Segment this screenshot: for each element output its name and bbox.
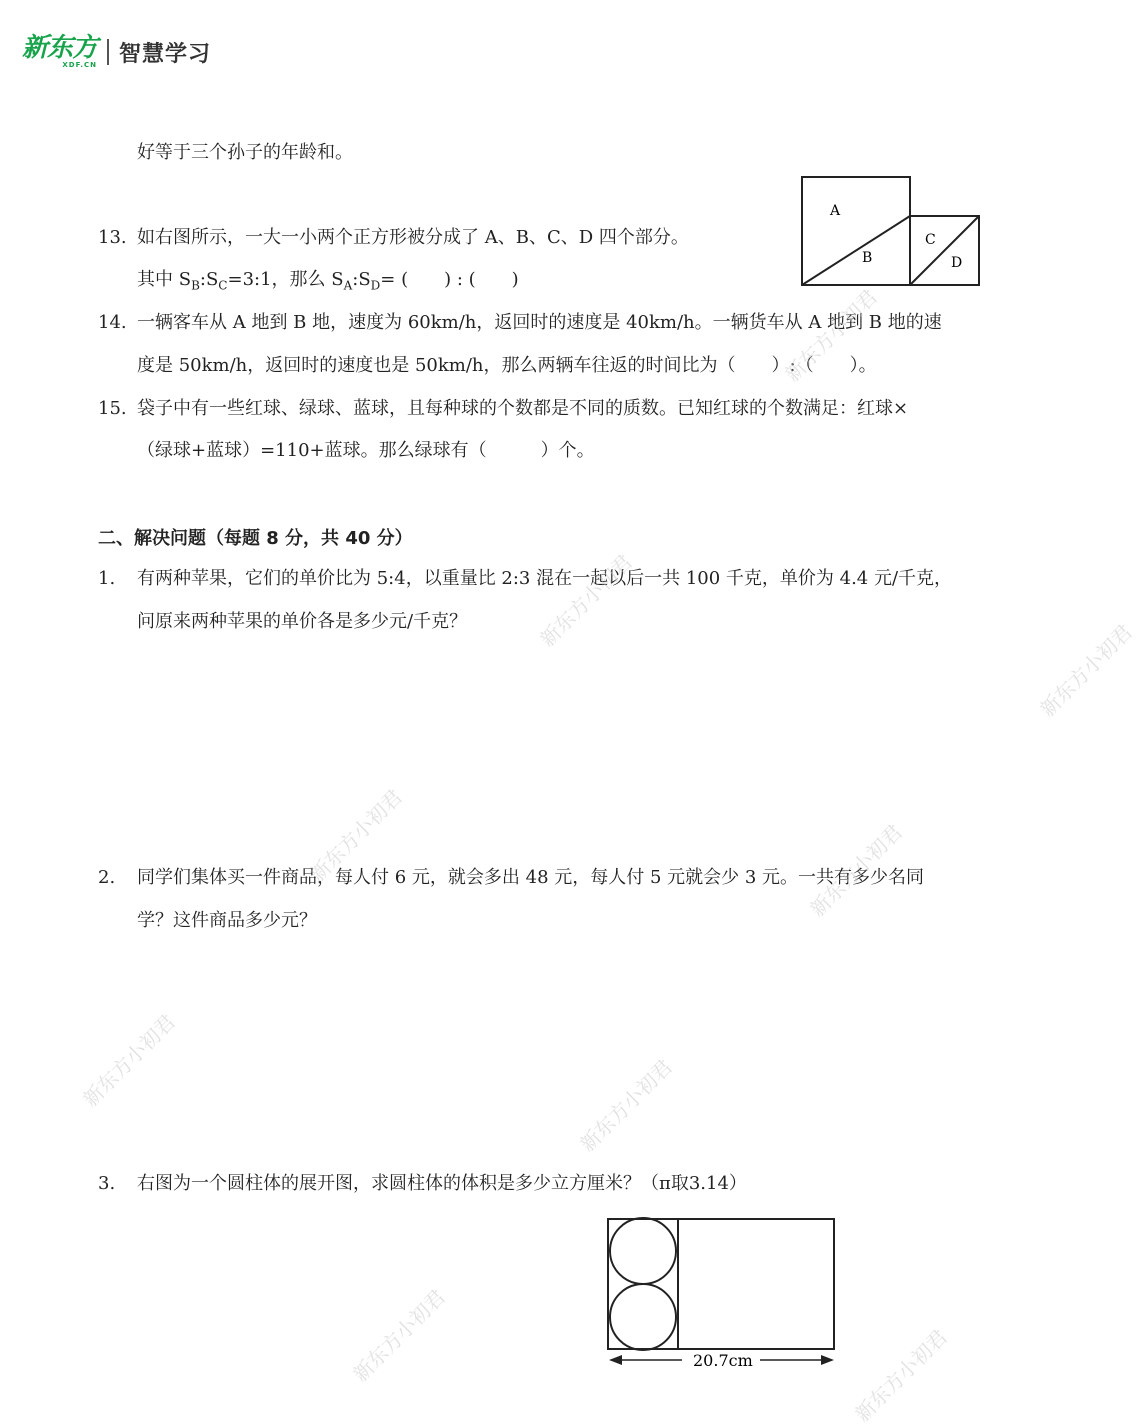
label-c: C [925,232,936,248]
large-diagonal [802,216,910,285]
p2-line2: 学？这件商品多少元？ [137,910,317,931]
q14-number: 14. [98,312,127,333]
p1-number: 1. [98,568,116,589]
p2-number: 2. [98,867,116,888]
continuation-text: 好等于三个孙子的年龄和。 [137,142,353,163]
q13-number: 13. [98,227,127,248]
bottom-circle [610,1284,676,1350]
watermark: 新东方小初君 [850,1324,952,1427]
q13-line2: 其中 $S_B:S_C=3:1$，那么 $S_A:S_D=$ ( ) : ( ) [137,269,519,293]
watermark: 新东方小初君 [805,819,907,922]
small-diagonal [910,216,979,285]
header [22,30,211,74]
top-circle [610,1218,676,1284]
p1-line1: 有两种苹果，它们的单价比为 5:4，以重量比 2:3 混在一起以后一共 100 千克，单价为 4.4 元/千克， [137,568,953,589]
watermark: 新东方小初君 [780,284,882,387]
arrow-right-icon [821,1355,834,1365]
p3-number: 3. [98,1173,116,1194]
watermark: 新东方小初君 [348,1284,450,1387]
q14-line2: 度是 50km/h，返回时的速度也是 50km/h，那么两辆车往返的时间比为（ ）:（ ）。 [137,355,877,376]
logo-divider [107,39,109,65]
large-square [802,177,910,285]
q15-line1: 袋子中有一些红球、绿球、蓝球，且每种球的个数都是不同的质数。已知红球的个数满足：红球× [137,398,909,419]
q15-number: 15. [98,398,127,419]
logo-product: 智慧学习 [119,41,212,67]
p2-line1: 同学们集体买一件商品，每人付 6 元，就会多出 48 元，每人付 5 元就会少 3 元。一共有多少名同 [137,867,925,888]
watermark: 新东方小初君 [305,784,407,887]
logo-sub: XDF.CN [62,61,98,69]
label-d: D [951,255,963,271]
p1-line2: 问原来两种苹果的单价各是多少元/千克？ [137,611,468,632]
dimension-label: 20.7cm [693,1351,753,1370]
cylinder-net-figure [600,1212,845,1377]
watermark: 新东方小初君 [575,1054,677,1157]
label-a: A [830,203,841,219]
q13-line1: 如右图所示，一大一小两个正方形被分成了 A、B、C、D 四个部分。 [137,227,689,248]
arrow-left-icon [609,1355,622,1365]
watermark: 新东方小初君 [1035,619,1137,722]
q15-line2: （绿球+蓝球）=110+蓝球。那么绿球有（ ）个。 [137,440,595,461]
brand-logo [22,35,97,69]
section-title: 二、解决问题（每题 8 分，共 40 分） [98,528,413,549]
q13-squares-figure [800,175,984,289]
watermark: 新东方小初君 [535,549,637,652]
p3-line1: 右图为一个圆柱体的展开图，求圆柱体的体积是多少立方厘米？（π取3.14） [137,1173,747,1194]
logo-main: 新东方 [22,33,98,63]
label-b: B [862,250,873,266]
watermark: 新东方小初君 [78,1009,180,1112]
q14-line1: 一辆客车从 A 地到 B 地，速度为 60km/h，返回时的速度是 40km/h。一辆货车从 A 地到 B 地的速 [137,312,942,333]
